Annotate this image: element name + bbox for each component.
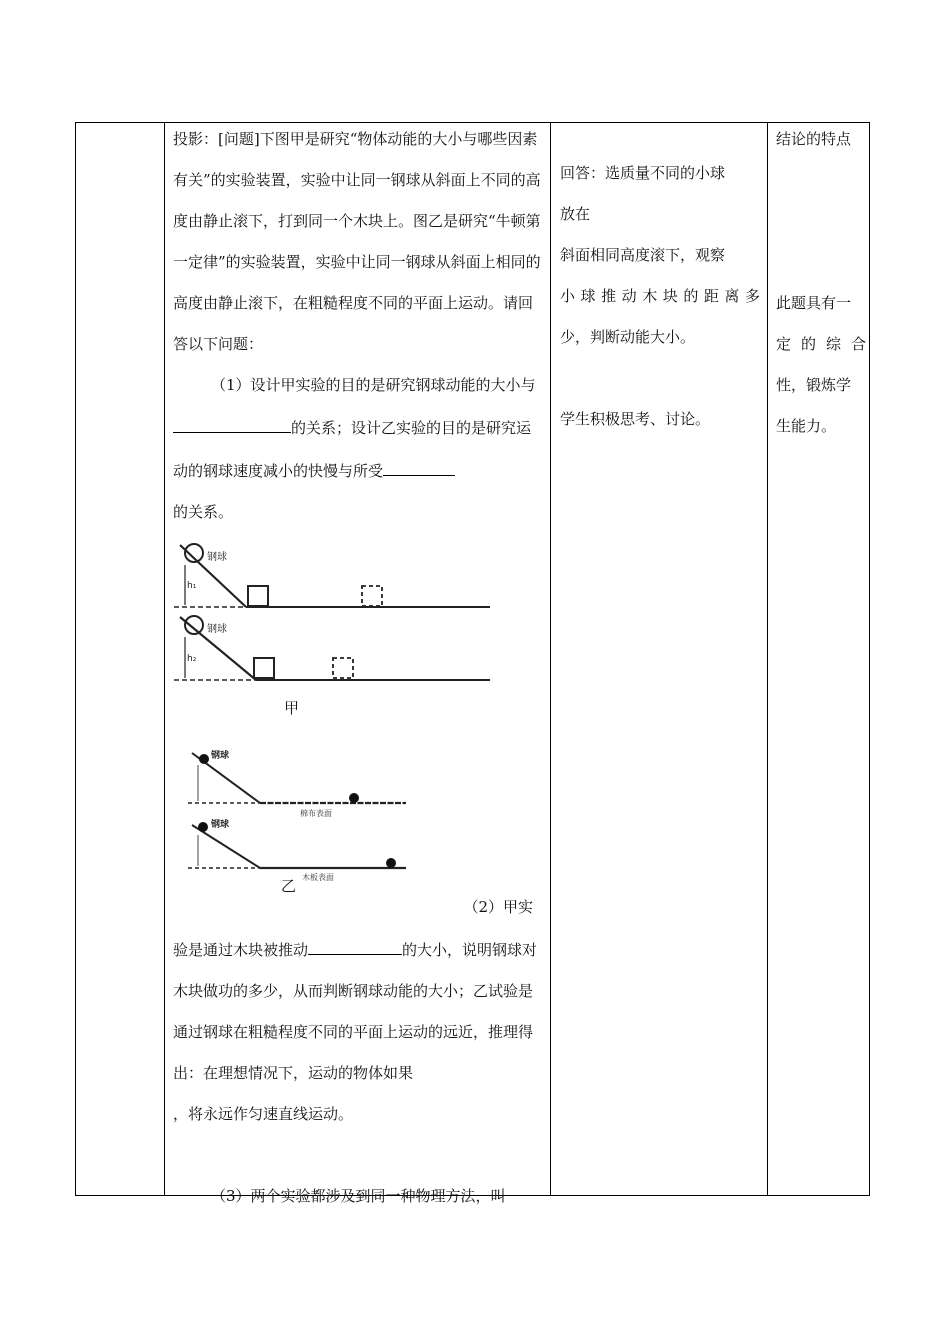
column-divider [767,123,768,1195]
steel-ball [199,754,209,764]
note-line: 结论的特点 [776,130,852,148]
student-answer-line: 回答：选质量不同的小球 [560,164,726,182]
column-divider [550,123,551,1195]
surface-label: 棉布表面 [300,809,332,818]
note-line: 此题具有一 [776,294,852,312]
student-answer-line: 小球推动木块的距离多 [560,287,760,305]
wood-block-moved [333,658,353,678]
wood-block [254,658,274,678]
question-2-lead: （2）甲实 [463,898,533,916]
teacher-activity-column [173,119,545,533]
student-discussion: 学生积极思考、讨论。 [560,410,711,428]
question-2-end: ，将永远作匀速直线运动。 [173,1105,354,1123]
question-2-block [173,887,545,1217]
figure-yi-caption: 乙 [281,877,297,895]
answer-blank [308,928,402,955]
steel-ball-stopped [349,793,359,803]
design-intent-column [776,119,866,447]
steel-ball [185,616,203,634]
lesson-table [75,122,870,1205]
ball-label: 钢球 [211,751,230,761]
student-answer-line: 放在 [560,205,591,223]
question-3: （3）两个实验都涉及到同一种物理方法，叫 [211,1187,506,1205]
wood-block-moved [362,586,382,606]
ball-label: 钢球 [207,552,227,563]
figure-jia-caption: 甲 [284,699,300,717]
question-1: （1）设计甲实验的目的是研究钢球动能的大小与的关系；设计乙实验的目的是研究运动的钢球速度减小的快慢与所受 [173,376,536,480]
question-1-end: 的关系。 [173,503,234,521]
column-divider [164,123,165,1195]
answer-blank [173,406,291,433]
student-activity-column [560,153,760,440]
height-label: h₁ [187,581,197,591]
student-answer-line: 少，判断动能大小。 [560,328,696,346]
note-line: 定的综合 [776,335,866,353]
problem-intro: 投影：[问题]下图甲是研究“物体动能的大小与哪些因素有关”的实验装置，实验中让同一钢球从斜面上不同的高度由静止滚下，打到同一个木块上。图乙是研究“牛顿第一定律”的实验装置，实验中让同一钢球从斜面上相同的高度由静止滚下，在粗糙程度不同的平面上运动。请回答以下问题： [173,130,541,353]
answer-blank [383,449,455,476]
surface-label: 木板表面 [302,873,334,882]
student-answer-line: 斜面相同高度滚下，观察 [560,246,726,264]
wood-block [248,586,268,606]
note-line: 生能力。 [776,417,837,435]
ball-label: 钢球 [207,624,227,635]
figure-yi [184,743,410,888]
height-label: h₂ [187,654,197,664]
steel-ball-stopped [386,858,396,868]
steel-ball [198,822,208,832]
note-line: 性，锻炼学 [776,376,852,394]
question-2: 验是通过木块被推动 的大小，说明钢球对木块做功的多少，从而判断钢球动能的大小；乙试验是通过钢球在粗糙程度不同的平面上运动的远近，推理得出：在理想情况下，运动的物体如果 [173,928,545,1094]
ball-label: 钢球 [211,820,230,830]
figure-jia [172,541,494,701]
